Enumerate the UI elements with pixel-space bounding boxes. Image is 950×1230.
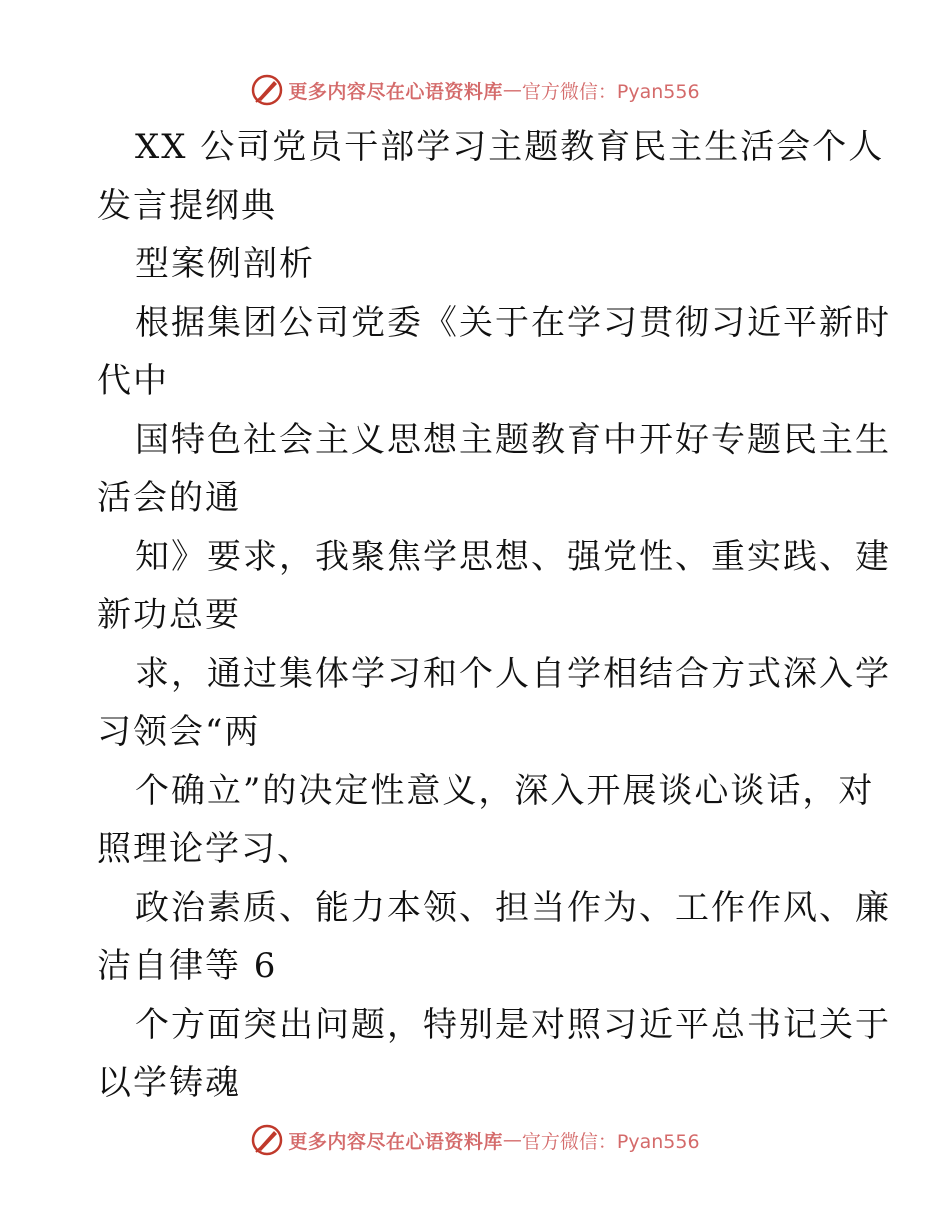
- text-line: 国特色社会主义思想主题教育中开好专题民主生: [135, 419, 891, 460]
- text-line: 知》要求，我聚焦学思想、强党性、重实践、建: [135, 536, 891, 577]
- document-body: [97, 118, 891, 1113]
- text-line: 代中: [97, 361, 169, 401]
- text-line: 习领会“两: [97, 712, 261, 752]
- text-line: 个方面突出问题，特别是对照习近平总书记关于: [135, 1004, 891, 1045]
- text-line: 个确立”的决定性意义，深入开展谈心谈话，对: [135, 770, 875, 811]
- banner-wechat-text: 官方微信：Pyan556: [521, 1130, 700, 1153]
- text-line: XX 公司党员干部学习主题教育民主生活会个人: [135, 127, 885, 167]
- text-line: 求，通过集体学习和个人自学相结合方式深入学: [135, 653, 891, 694]
- quill-logo-icon: [250, 73, 284, 107]
- text-line: 活会的通: [97, 478, 241, 518]
- banner-brand-text: 更多内容尽在心语资料库: [288, 80, 503, 103]
- banner-wechat-text: 官方微信：Pyan556: [521, 80, 700, 103]
- text-line: 型案例剖析: [135, 244, 315, 284]
- text-line: 照理论学习、: [97, 829, 313, 869]
- text-line: 政治素质、能力本领、担当作为、工作作风、廉: [135, 887, 891, 928]
- text-line: 以学铸魂: [97, 1063, 241, 1103]
- text-line: 新功总要: [97, 595, 241, 635]
- quill-logo-icon: [250, 1123, 284, 1157]
- banner-dash: —: [502, 1129, 522, 1151]
- banner-dash: —: [502, 79, 522, 101]
- footer-watermark-banner: [0, 1120, 950, 1160]
- text-line: 根据集团公司党委《关于在学习贯彻习近平新时: [135, 302, 891, 343]
- header-watermark-banner: [0, 70, 950, 110]
- text-line: 发言提纲典: [97, 185, 277, 226]
- banner-brand-text: 更多内容尽在心语资料库: [288, 1130, 503, 1153]
- text-line: 洁自律等 6: [97, 946, 278, 986]
